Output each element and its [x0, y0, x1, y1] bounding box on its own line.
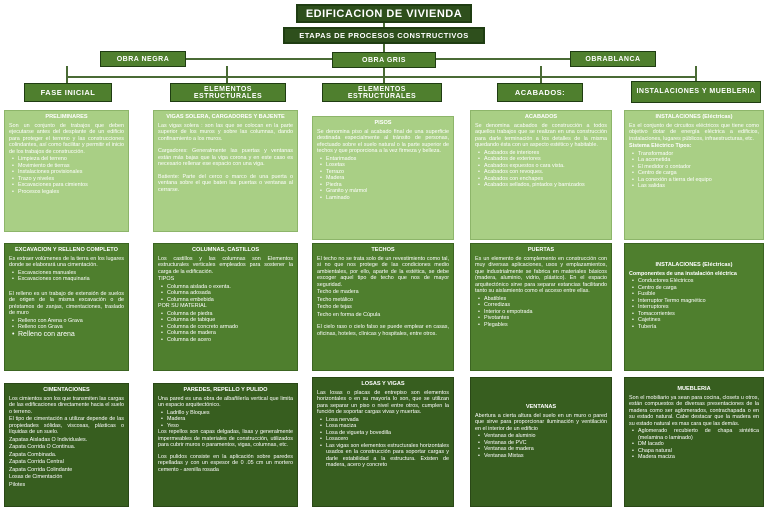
techos-text: El techo no se trata solo de un revestimiento como tal, si no que nos protege de las condiciones medio ambientales, por ello, aparte de la estética, se debe escoger aquel tipo de techo que nos de mayor seguridad.: [317, 255, 449, 288]
sistema-tipos-label: Sistema Eléctrico Tipos:: [629, 143, 692, 149]
material-label: POR SU MATERIAL: [158, 303, 207, 309]
line-item: Zapatas Aisladas O Individuales.: [9, 436, 88, 443]
excavacion-text: Es extraer volúmenes de la tierra en los lugares donde se elaborará una cimentación.: [9, 255, 124, 268]
muebleria-text: Son el mobiliario ya sean para cocina, closets u otros, están compuestos de diversas presentaciones de la madera como ser aglomerados, contrachapada o en su estado natural. Cabe destacar que la madera en su estado natural es mas cara que las demás.: [629, 394, 759, 427]
list-item: • Tubería: [632, 324, 759, 331]
list-item: • Relleno con arena: [12, 331, 124, 339]
list-item: • Ventanas de madera: [478, 446, 607, 453]
puertas-box: [470, 243, 612, 371]
list-item: • Columna de tabique: [161, 317, 293, 324]
preliminares-list: [9, 156, 124, 195]
list-item: • El medidor o contador: [632, 164, 759, 171]
muebleria-box: [624, 377, 764, 507]
techos-box: [312, 243, 454, 371]
list-item: • La acometida: [632, 157, 759, 164]
list-item: • Procesos legales: [12, 189, 124, 196]
list-item: • Acabados de exteriores: [478, 156, 607, 163]
list-item: • DM lacado: [632, 441, 759, 448]
line-item: Zapata Corrida Colindante: [9, 466, 73, 473]
list-item: • Columna de piedra: [161, 311, 293, 318]
columnas-title: COLUMNAS, CASTILLOS: [191, 247, 260, 253]
preliminares-text: Son un conjunto de trabajos que deben ejecutarse antes del desplante de un edificio para proteger el terreno y las construcciones colindantes, así como facilitar y permitir el inicio de los trabajos de construcción.: [9, 122, 124, 155]
list-item: • Columna de acero: [161, 337, 293, 344]
instalaciones-header: INSTALACIONES Y MUEBLERIA: [631, 81, 761, 103]
losas-box: [312, 377, 454, 507]
page-title: EDIFICACION DE VIVIENDA: [296, 4, 472, 23]
excavacion-list: [9, 270, 124, 283]
ventanas-list: [475, 433, 607, 459]
line-item: Techo de madera: [317, 289, 359, 295]
puertas-list: [475, 296, 607, 329]
list-item: • Terrazo: [320, 169, 449, 176]
acabados-box: [470, 110, 612, 240]
paredes-list: [158, 410, 293, 430]
list-item: • Piedra: [320, 182, 449, 189]
list-item: • La conexión a tierra del equipo: [632, 177, 759, 184]
columnas-text: Los castillos y las columnas son Elementos estructurales verticales empleados para sostener la carga de la edificación.: [158, 255, 293, 275]
ventanas-title: VENTANAS: [525, 404, 557, 410]
list-item: • Acabados con enchapes: [478, 176, 607, 183]
list-item: • Columna de madera: [161, 330, 293, 337]
paredes-text: Una pared es una obra de albañilería vertical que limita un espacio arquitectónico.: [158, 395, 293, 408]
list-item: • Laminado: [320, 195, 449, 202]
list-item: • Losacero: [320, 436, 449, 443]
list-item: • Ventanas Mixtas: [478, 453, 607, 460]
list-item: • Acabados sellados, pintados y barnizados: [478, 182, 607, 189]
cielo-raso-text: El cielo raso o cielo falso se puede emplear en casas, oficinas, hoteles, clínicas y hospitales, entre otros.: [317, 324, 449, 337]
list-item: • Las vigas son elementos estructurales horizontales usados en la construcción para soportar cargas y darle estabilidad a la estructura. Existen de madera, acero y concreto: [320, 443, 449, 469]
list-item: • Columna adosada: [161, 290, 293, 297]
batiente-text: Batiente: Parte del cerco o marco de una puerta o ventana sobre el que baten las puertas o ventanas al cerrarse.: [158, 173, 293, 193]
paredes-box: [153, 383, 298, 507]
list-item: • Relleno con Arena o Grava: [12, 318, 124, 325]
list-item: • Madera: [161, 416, 293, 423]
list-item: • Tomacorrientes: [632, 311, 759, 318]
obra-blanca-header: OBRABLANCA: [570, 51, 656, 67]
instalaciones-title-2: INSTALACIONES (Eléctricas): [655, 262, 733, 268]
connector: [66, 66, 68, 84]
list-item: • Acabados con revoques.: [478, 169, 607, 176]
line-item: Zapata Combinada.: [9, 451, 57, 458]
ventanas-text: Abertura a cierta altura del suelo en un muro o pared que sirve para proporcionar iluminación y ventilación en el interior de un edificio: [475, 412, 607, 432]
list-item: • Movimiento de tierras: [12, 163, 124, 170]
relleno-list: [9, 318, 124, 339]
list-item: • Chapa natural: [632, 448, 759, 455]
columnas-box: [153, 243, 298, 371]
list-item: • Columna aislada o exenta.: [161, 284, 293, 291]
instalaciones-text: Es el conjunto de circuitos eléctricos que tiene como objetivo dotar de energía eléctrica a edificios, instalaciones, lugares públicos, infraestructuras, etc.: [629, 122, 759, 142]
connector: [540, 66, 542, 84]
pulidos-text: Los pulidos consiste en la aplicación sobre paredes repelladas y con un espesor de 0 .05 cm un mortero cemento - arenilla rosada: [158, 453, 293, 473]
puertas-text: Es un elemento de complemento en construcción con muy diversas aplicaciones, usos y emplazamientos, que industrialmente se fabrica en materiales básicos (madera, aluminio, vidrio, plástico). En el espacio arquitectónico sirve para separar estancias facilitando tanto su aislamiento como el acceso entre ellas.: [475, 255, 607, 294]
instalaciones-title-1: INSTALACIONES (Eléctricas): [655, 114, 733, 120]
cimentaciones-title: CIMENTACIONES: [43, 387, 90, 393]
list-item: • Instalaciones provisionales: [12, 169, 124, 176]
list-item: • Madera maciza: [632, 454, 759, 461]
acabados-header: ACABADOS:: [497, 83, 583, 102]
componentes-list: [629, 278, 759, 330]
cimentaciones-text-2: El tipo de cimentación a utilizar depende de las propiedades sólidas, viscosas, plásticas o líquidas de un suelo.: [9, 416, 124, 435]
list-item: • Conductores Eléctricos: [632, 278, 759, 285]
line-item: Techo de tejas: [317, 304, 352, 310]
list-item: • Ventanas de PVC: [478, 440, 607, 447]
list-item: • Losa de vigueta y bovedilla: [320, 430, 449, 437]
list-item: • Centro de carga: [632, 170, 759, 177]
paredes-title: PAREDES, REPELLO Y PULIDO: [183, 387, 268, 393]
losas-text: Las losas o placas de entrepiso son elementos horizontales o en su mayoría lo son, que se utilizan para separar un piso o nivel entre otros, cumplen la función de soportar cargas vivas y muertas.: [317, 389, 449, 415]
instalaciones-box-2: [624, 243, 764, 371]
techos-title: TECHOS: [371, 247, 395, 253]
list-item: • Acabados de interiores: [478, 150, 607, 157]
pisos-list: [317, 156, 449, 202]
connector: [226, 66, 228, 84]
list-item: • Losetas: [320, 162, 449, 169]
list-item: • Excavaciones manuales: [12, 270, 124, 277]
vigas-solera-box: [153, 110, 298, 232]
connector: [383, 66, 385, 84]
list-item: • Las salidas: [632, 183, 759, 190]
preliminares-title: PRELIMINARES: [45, 114, 88, 120]
tipos-label: TIPOS: [158, 276, 175, 282]
list-item: • Plegables: [478, 322, 607, 329]
excavacion-box: [4, 243, 129, 371]
list-item: • Relleno con Grava: [12, 324, 124, 331]
line-item: Zapata Corrida O Continua.: [9, 444, 76, 450]
losas-list: [317, 417, 449, 469]
pisos-text: Se denomina piso al acabado final de una superficie destinada especialmente al tránsito de personas, efectuado sobre el suelo natural o la parte superior de techos y que proporciona a la vez firmeza y belleza.: [317, 128, 449, 154]
line-item: Techo en forma de Cúpula: [317, 311, 381, 318]
list-item: • Limpieza del terreno: [12, 156, 124, 163]
list-item: • Yeso: [161, 423, 293, 430]
list-item: • Corredizas: [478, 302, 607, 309]
cimentaciones-text: Los cimientos son los que transmiten las cargas de las edificaciones directamente hacia el suelo o terreno.: [9, 395, 124, 415]
preliminares-box: [4, 110, 129, 232]
list-item: • Centro de carga: [632, 285, 759, 292]
material-list: [158, 311, 293, 344]
ventanas-box: [470, 377, 612, 507]
list-item: • Excavaciones con maquinaria: [12, 276, 124, 283]
list-item: • Madera: [320, 175, 449, 182]
list-item: • Ladrillo y Bloques: [161, 410, 293, 417]
list-item: • Granito y mármol: [320, 188, 449, 195]
elementos-estructurales-2-header: ELEMENTOS ESTRUCTURALES: [322, 83, 442, 102]
list-item: • Fusible: [632, 291, 759, 298]
list-item: • Ventanas de aluminio: [478, 433, 607, 440]
relleno-text: El relleno es un trabajo de extensión de suelos de origen de la misma excavación o de préstamos de zanjas, cimentaciones, traslado de muro: [9, 290, 124, 316]
list-item: • Aglomerado recubierto de chapa sintética (melamina o laminado): [632, 428, 759, 441]
repellos-text: Los repellos son capas delgadas, lisas y generalmente impermeables de materiales de construcción, utilizados para cubrir muros o paramentos, vigas, columnas, etc.: [158, 429, 293, 448]
list-item: • Excavaciones para cimientos: [12, 182, 124, 189]
cargadores-text: Cargadores: Generalmente las puertas y ventanas están más bajas que la viga corona y en este caso es necesario rellenar ese espacio con una viga.: [158, 148, 293, 167]
list-item: • Pivotantes: [478, 315, 607, 322]
componentes-label: Componentes de una instalación eléctrica: [629, 270, 737, 277]
cimentaciones-box: [4, 383, 129, 507]
line-item: Techo metálico: [317, 296, 353, 303]
list-item: • Columna de concreto armado: [161, 324, 293, 331]
excavacion-title: EXCAVACION Y RELLENO COMPLETO: [15, 247, 118, 253]
list-item: • Columna embebida: [161, 297, 293, 304]
list-item: • Entarimados: [320, 156, 449, 163]
list-item: • Losa maciza: [320, 423, 449, 430]
line-item: Losas de Cimentación: [9, 474, 63, 480]
sistema-tipos-list: [629, 151, 759, 190]
list-item: • Interruptor Termo magnético: [632, 298, 759, 305]
list-item: • Trazo y niveles: [12, 176, 124, 183]
tipos-list: [158, 284, 293, 304]
acabados-list: [475, 150, 607, 189]
obra-gris-header: OBRA GRIS: [332, 52, 436, 68]
line-item: Pilotes: [9, 481, 26, 488]
fase-inicial-header: FASE INICIAL: [24, 83, 112, 102]
losas-title: LOSAS Y VIGAS: [361, 381, 405, 387]
vigas-solera-text: Las vigas solera : son las que se colocan en la parte superior de los muros y sobre las columnas, dando confinamiento a los muros.: [158, 122, 293, 142]
line-item: Zapata Corrida Central: [9, 459, 64, 465]
list-item: • Acabados expuestos o cara vista.: [478, 163, 607, 170]
page-subtitle: ETAPAS DE PROCESOS CONSTRUCTIVOS: [283, 27, 485, 44]
list-item: • Abatibles: [478, 296, 607, 303]
list-item: • Losa nervada: [320, 417, 449, 424]
acabados-text: Se denomina acabados de construcción a todos aquellos trabajos que se realizan en una construcción para darle terminación a los detalles de la misma quedando ésta con un aspecto estético y habitable.: [475, 122, 607, 148]
instalaciones-box-1: [624, 110, 764, 240]
acabados-title: ACABADOS: [524, 114, 558, 120]
muebleria-list: [629, 428, 759, 461]
pisos-box: [312, 116, 454, 240]
connector: [66, 76, 696, 78]
obra-negra-header: OBRA NEGRA: [100, 51, 186, 67]
list-item: • Cajetines: [632, 317, 759, 324]
list-item: • Interruptores: [632, 304, 759, 311]
muebleria-title: MUEBLERIA: [677, 386, 711, 392]
pisos-title: PISOS: [374, 120, 392, 126]
list-item: • Transformador: [632, 151, 759, 158]
vigas-solera-title: VIGAS SOLERA, CARGADORES Y BAJENTE: [166, 114, 285, 120]
list-item: • Interior o empotrada: [478, 309, 607, 316]
elementos-estructurales-1-header: ELEMENTOS ESTRUCTURALES: [170, 83, 286, 102]
puertas-title: PUERTAS: [527, 247, 555, 253]
